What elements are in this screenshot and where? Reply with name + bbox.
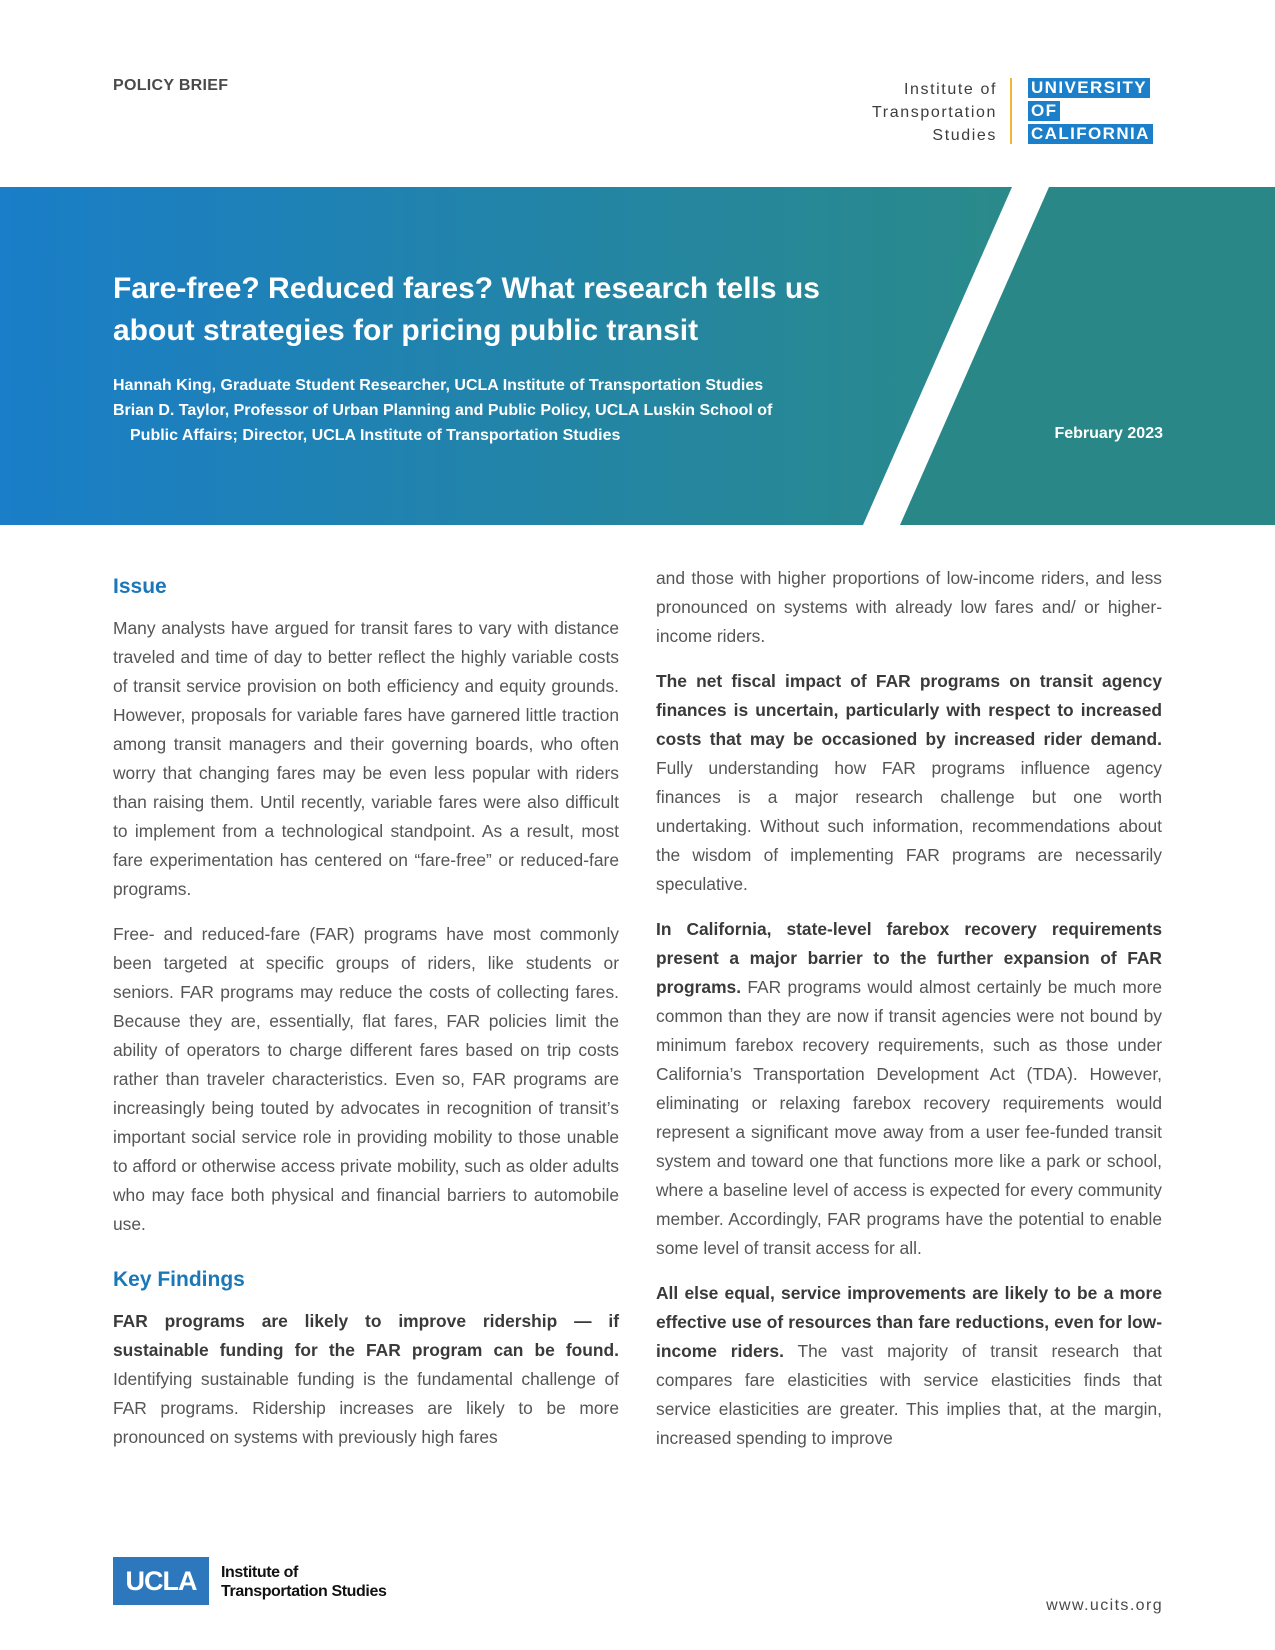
author-1: Hannah King, Graduate Student Researcher, UCLA Institute of Transportation Studies (113, 377, 764, 394)
publication-date: February 2023 (1054, 425, 1163, 442)
footer-its-line-1: Institute of (221, 1564, 298, 1581)
finding-1-continued: and those with higher proportions of low-income riders, and less pronounced on systems with already low fares and/ or higher-income riders. (656, 568, 1162, 646)
issue-heading: Issue (113, 575, 167, 598)
finding-1 (113, 1307, 619, 1452)
finding-3 (656, 915, 1162, 1263)
policy-brief-label: POLICY BRIEF (113, 77, 229, 94)
finding-2 (656, 667, 1162, 899)
finding-4-bold: All else equal, service improvements are likely to be a more effective use of resources than fare reductions, even for low-income riders. (656, 1283, 1162, 1361)
finding-4 (656, 1279, 1162, 1453)
its-line-1: Institute of (903, 81, 997, 98)
author-2-line-1: Brian D. Taylor, Professor of Urban Planning and Public Policy, UCLA Luskin School of (113, 402, 773, 419)
logo-divider (1010, 78, 1012, 144)
page-title: Fare-free? Reduced fares? What research tells us about strategies for pricing public transit (113, 272, 820, 347)
its-line-2: Transportation (872, 104, 997, 121)
finding-1-text: Identifying sustainable funding is the fundamental challenge of FAR programs. Ridership increases are likely to be more pronounced on systems with previously high fares (113, 1369, 619, 1447)
ucla-logo: UCLA (113, 1557, 209, 1605)
uc-logo (1028, 78, 1153, 147)
finding-3-text: FAR programs would almost certainly be much more common than they are now if transit agencies were not bound by minimum farebox recovery requirements, such as those under California’s Transportation Development Act (TDA). However, eliminating or relaxing farebox recovery requirements would represent a significant move away from a user fee-funded transit system and toward one that functions more like a park or school, where a baseline level of access is expected for every community member. Accordingly, FAR programs have the potential to enable some level of transit access for all. (656, 977, 1162, 1258)
uc-logo-line-1: UNIVERSITY (1028, 78, 1150, 98)
authors (113, 373, 873, 448)
footer-its-line-2: Transportation Studies (221, 1583, 387, 1600)
right-column (656, 568, 1162, 1469)
its-wordmark (872, 78, 997, 147)
issue-paragraph-1: Many analysts have argued for transit fares to vary with distance traveled and time of day to better reflect the highly variable costs of transit service provision on both efficiency and equity grounds. However, proposals for variable fares have garnered little traction among transit managers and their governing boards, who often worry that changing fares may be even less popular with riders than raising them. Until recently, variable fares were also difficult to implement from a technological standpoint. As a result, most fare experimentation has centered on “fare-free” or reduced-fare programs. (113, 618, 619, 899)
left-column (113, 572, 619, 1468)
key-findings-heading: Key Findings (113, 1268, 245, 1291)
finding-2-text: Fully understanding how FAR programs influence agency finances is a major research challenge but one worth undertaking. Without such information, recommendations about the wisdom of implementing FAR programs are necessarily speculative. (656, 758, 1162, 894)
finding-2-bold: The net fiscal impact of FAR programs on transit agency finances is uncertain, particularly with respect to increased costs that may be occasioned by increased rider demand. (656, 671, 1162, 749)
issue-paragraph-2: Free- and reduced-fare (FAR) programs have most commonly been targeted at specific groups of riders, like students or seniors. FAR programs may reduce the costs of collecting fares. Because they are, essentially, flat fares, FAR policies limit the ability of operators to charge different fares based on trip costs rather than traveler characteristics. Even so, FAR programs are increasingly being touted by advocates in recognition of transit’s important social service role in providing mobility to those unable to afford or otherwise access private mobility, such as older adults who may face both physical and financial barriers to automobile use. (113, 924, 619, 1234)
uc-logo-line-2: OF (1028, 101, 1060, 121)
uc-logo-line-3: CALIFORNIA (1028, 124, 1153, 144)
footer-its-name (221, 1563, 386, 1601)
author-2-line-2: Public Affairs; Director, UCLA Institute of Transportation Studies (130, 427, 621, 444)
finding-4-text: The vast majority of transit research that compares fare elasticities with service elasticities finds that service elasticities are greater. This implies that, at the margin, increased spending to improve (656, 1341, 1162, 1448)
finding-1-bold: FAR programs are likely to improve ridership — if sustainable funding for the FAR program can be found. (113, 1311, 619, 1360)
banner-background (0, 187, 1275, 525)
its-line-3: Studies (932, 127, 997, 144)
title-banner (0, 187, 1275, 525)
banner-left-panel (0, 187, 1012, 525)
finding-3-bold: In California, state-level farebox recovery requirements present a major barrier to the further expansion of FAR programs. (656, 919, 1162, 997)
website-link[interactable]: www.ucits.org (1046, 1597, 1163, 1614)
